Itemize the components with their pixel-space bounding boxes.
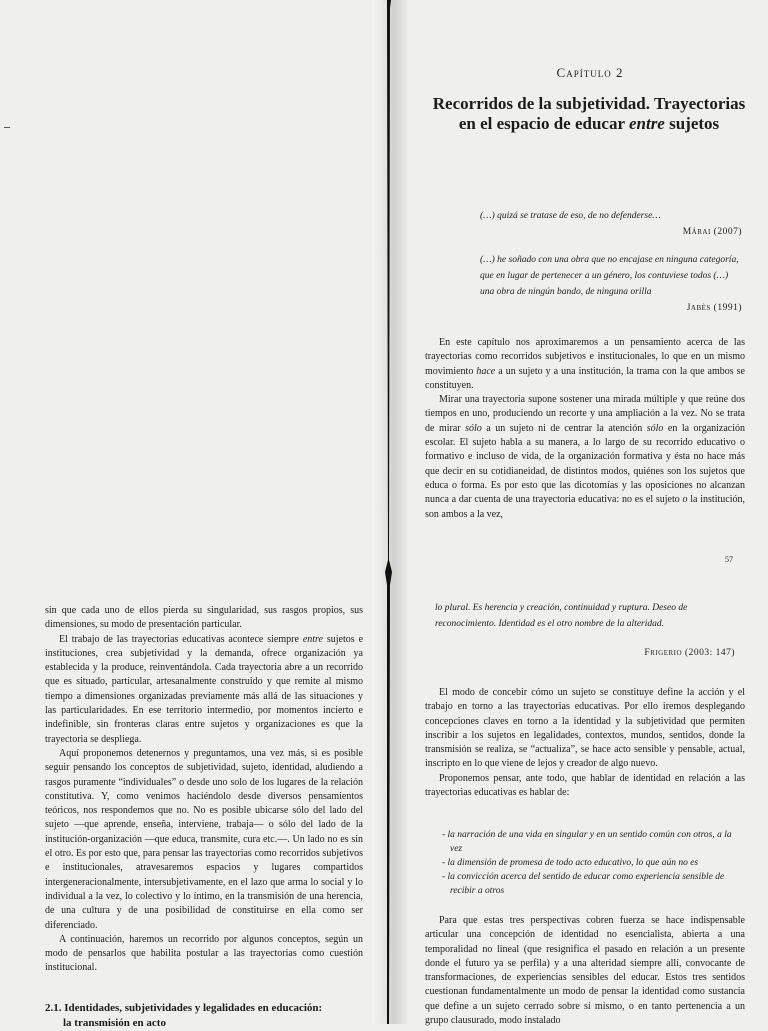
paragraph: Proponemos pensar, ante todo, que hablar de identidad en relación a las trayectorias educativas es hablar de: bbox=[425, 772, 745, 799]
epigraph-author: Jabès (1991) bbox=[686, 303, 742, 313]
epigraph-text: (…) quizá se tratase de eso, de no defenderse… bbox=[480, 211, 661, 221]
quote-author: Frigerio (2003: 147) bbox=[644, 648, 735, 658]
identity-list bbox=[432, 828, 742, 898]
chapter-title-line2: en el espacio de educar entre sujetos bbox=[458, 114, 720, 133]
epigraph-text: (…) he soñado con una obra que no encajase en ninguna categoría, que en lugar de pertenecer a un género, los contuviese todos (…) una obra de ningún bando, de ninguna orilla bbox=[480, 255, 739, 297]
top-page-body bbox=[425, 336, 745, 522]
paragraph: Mirar una trayectoria supone sostener una mirada múltiple y que reúne dos tiempos en uno, produciendo un recorte y una ampliación a la vez. No se trata de mirar sólo a un sujeto ni de centrar la atención sólo en la organización escolar. El sujeto habla a su manera, a lo largo de su recorrido educativo o formativo e incluso de vida, de la organización formativa y ésta no hace más que decir en su cotidianeidad, de distintos modos, quiénes son los sujetos que educa o forma. Es por esto que las dicotomías y las oposiciones no alcanzan nunca a dar cuenta de una trayectoria educativa: no es el sujeto o la institución, son ambos a la vez, bbox=[425, 394, 746, 520]
epigraph-jabes bbox=[480, 252, 742, 316]
chapter-label: Capítulo 2 bbox=[556, 65, 624, 80]
paragraph: En este capítulo nos aproximaremos a un pensamiento acerca de las trayectorias como recorridos subjetivos e institucionales, lo que en un mismo movimiento hace a un sujeto y a una institución, la trama con la que ambos se constituyen. bbox=[425, 337, 745, 391]
bottom-left-body bbox=[45, 604, 363, 976]
list-item: - la convicción acerca del sentido de educar como experiencia sensible de recibir a otros bbox=[432, 870, 742, 898]
list-item: - la narración de una vida en singular y en un sentido común con otros, a la vez bbox=[432, 828, 742, 856]
quote-text: lo plural. Es herencia y creación, continuidad y ruptura. Deseo de reconocimiento. Identidad es el otro nombre de la alteridad. bbox=[435, 603, 688, 629]
chapter-title bbox=[430, 94, 748, 134]
epigraph-marai bbox=[480, 208, 742, 240]
paragraph: Para que estas tres perspectivas cobren fuerza se hace indispensable articular una concepción de identidad no esencialista, abierta a una temporalidad no lineal (que resignifica el pasado en relación a un presente donde el futuro ya se perfila) y a una alteridad siempre allí, convocante de transformaciones, de experiencias sensibles del educar. Estos tres sentidos cuestionan fundamentalmente un modo de pensar la identidad como sustancia que define a un sujeto cerrado sobre sí mismo, o en tanto pertenencia a un grupo clausurado, modo instalado bbox=[425, 915, 745, 1027]
page-edge-mark bbox=[4, 127, 10, 128]
page-number: 57 bbox=[725, 555, 733, 564]
paragraph: Aquí proponemos detenernos y preguntamos, una vez más, si es posible seguir pensando los conceptos de subjetividad, sujeto, identidad, aludiendo a rasgos puramente “individuales” o desde uno solo de los lugares de la relación constitutiva. Y, como venimos haciéndolo desde diversos pensamientos teóricos, nos respondemos que no. No es posible ubicarse sólo del lado del sujeto —que aprende, enseña, interviene, trabaja— o sólo del lado de la institución-organización —que educa, transmite, cura etc.—. Un lado no es sin el otro. Es por esto que, para pensar las trayectorias como recorridos subjetivos e institucionales, atravesaremos espacios y lugares compartidos intergeneracionalmente, intersubjetivamente, en el lazo que arma lo social y lo individual a la vez, lo colectivo y lo íntimo, en la transmisión de una herencia, de una cultura y de una posibilidad de constituirse en ella como ser diferenciado. bbox=[45, 747, 363, 931]
paragraph: sin que cada uno de ellos pierda su singularidad, sus rasgos propios, sus dimensiones, su modo de presentación particular. bbox=[45, 605, 363, 631]
paragraph: A continuación, haremos un recorrido por algunos conceptos, según un modo de pensarlos que habilita postular a las trayectorias como cuestión institucional. bbox=[45, 933, 363, 974]
bottom-right-body-2 bbox=[425, 914, 745, 1028]
list-item: - la dimensión de promesa de todo acto educativo, lo que aún no es bbox=[432, 856, 742, 870]
quote-block bbox=[435, 600, 735, 658]
section-heading: 2.1. Identidades, subjetividades y legalidades en educación: la transmisión en acto bbox=[45, 1002, 323, 1029]
chapter-title-line1: Recorridos de la subjetividad. Trayectorias bbox=[432, 94, 746, 113]
epigraph-author: Márai (2007) bbox=[682, 227, 742, 237]
book-spine bbox=[380, 0, 398, 1024]
paragraph: El modo de concebir cómo un sujeto se constituye define la acción y el trabajo en torno a las trayectorias educativas. Por ello iremos desplegando concepciones claves en torno a la identidad y la subjetividad que permiten inscribir a los sujetos en legalidades, contextos, mundos, sentidos, donde la transmisión se realiza, se “actualiza”, se hace acto sensible y pensable, actual, inscripto en lo que viene de lejos y creador de algo nuevo. bbox=[425, 687, 745, 770]
bottom-right-body bbox=[425, 686, 745, 800]
paragraph: El trabajo de las trayectorias educativas acontece siempre entre sujetos e instituciones, crea subjetividad y la demanda, ofrece organización ya establecida y la produce, reinventándola. Cada trayectoria abre a un recorrido que es situado, particular, artesanalmente construido y que remite al mismo tiempo a dimensiones organizadas previamente más allá de las situaciones y las particularidades. En ese territorio intermedio, por momentos incierto e indefinible, sin fronteras claras entre sujetos y organizaciones es que la trayectoria se despliega. bbox=[45, 633, 364, 745]
